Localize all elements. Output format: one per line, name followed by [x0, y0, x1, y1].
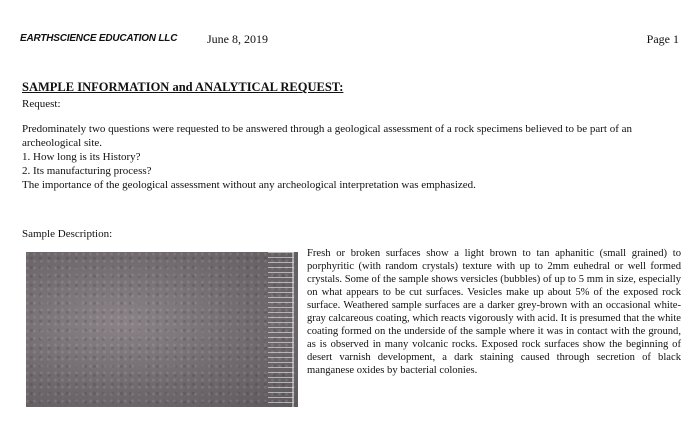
sample-description-text: Fresh or broken surfaces show a light brown to tan aphanitic (small grained) to porphyritic (with random crystals) texture with up to 2mm euhedral or well formed crystals. Some of the sample shows versicles (bubbles) of up to 5 mm in size, especially on what appears to be cut surfaces. Vesicles make up about 5% of the exposed rock surface. Weathered sample surfaces are a darker grey-brown with an occasional white-gray calcareous coating, which reacts vigorously with acid. It is presumed that the white coating formed on the underside of the sample where it was in contact with the ground, as is observed in many volcanic rocks. Exposed rock surfaces show the beginning of desert varnish development, a dark staining caused through secretion of black manganese oxides by bacterial colonies.: [307, 248, 681, 376]
scale-ruler: [268, 252, 294, 407]
section-title: SAMPLE INFORMATION and ANALYTICAL REQUEST:: [22, 80, 344, 94]
request-intro: Predominately two questions were requested to be answered through a geological assessment of a rock specimens believed to be part of an archeological site.: [22, 123, 633, 149]
request-label: Request:: [22, 98, 61, 110]
sample-description-label: Sample Description:: [22, 228, 113, 240]
rock-sample-photo: [26, 252, 298, 407]
request-body: [22, 122, 682, 192]
question-2: 2. Its manufacturing process?: [22, 165, 152, 177]
question-1: 1. How long is its History?: [22, 151, 141, 163]
page-number: Page 1: [646, 32, 679, 46]
request-note: The importance of the geological assessment without any archeological interpretation was emphasized.: [22, 179, 476, 191]
report-date: June 8, 2019: [207, 32, 268, 46]
company-name: EARTHSCIENCE EDUCATION LLC: [20, 33, 178, 44]
ruler-edge: [292, 252, 294, 407]
